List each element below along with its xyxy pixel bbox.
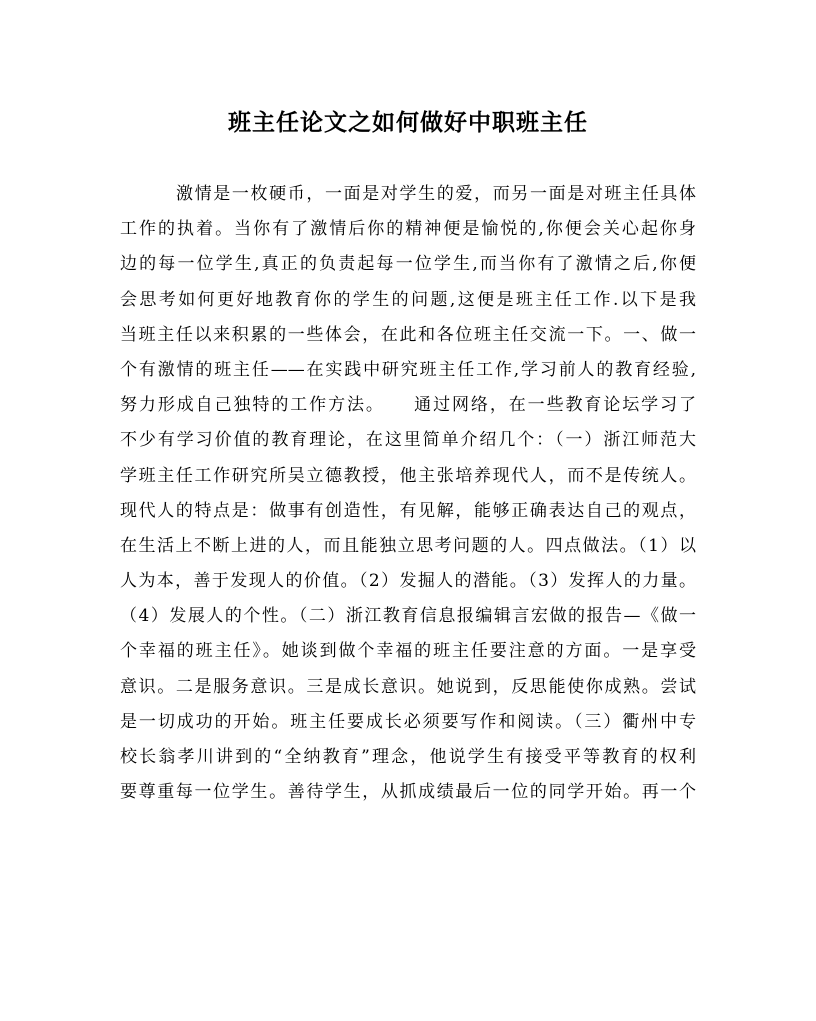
paragraph-line: 校长翁孝川讲到的“全纳教育”理念，他说学生有接受平等教育的权利 (120, 747, 696, 767)
paragraph-line: 会思考如何更好地教育你的学生的问题,这便是班主任工作.以下是我 (120, 289, 696, 310)
paragraph-line: 边的每一位学生,真正的负责起每一位学生,而当你有了激情之后,你便 (120, 254, 696, 275)
paragraph-line: 工作的执着。当你有了激情后你的精神便是愉悦的,你便会关心起你身 (120, 219, 696, 240)
paragraph-line: 是一切成功的开始。班主任要成长必须要写作和阅读。（三）衢州中专 (120, 711, 696, 732)
document-title: 班主任论文之如何做好中职班主任 (228, 109, 588, 136)
paragraph-line: （4）发展人的个性。（二）浙江教育信息报编辑言宏做的报告—《做一 (120, 606, 696, 627)
paragraph-line: 要尊重每一位学生。善待学生，从抓成绩最后一位的同学开始。再一个 (120, 782, 696, 803)
paragraph-line: 当班主任以来积累的一些体会，在此和各位班主任交流一下。一、做一 (120, 324, 696, 345)
paragraph-line: 个幸福的班主任》。她谈到做个幸福的班主任要注意的方面。一是享受 (120, 641, 696, 662)
paragraph-line: 激情是一枚硬币，一面是对学生的爱，而另一面是对班主任具体 (176, 184, 696, 204)
paragraph-line: 个有激情的班主任——在实践中研究班主任工作,学习前人的教育经验, (120, 359, 696, 380)
paragraph-line: 现代人的特点是：做事有创造性，有见解，能够正确表达自己的观点， (120, 500, 696, 521)
paragraph-line: 学班主任工作研究所吴立德教授，他主张培养现代人，而不是传统人。 (120, 465, 696, 486)
paragraph-line: 努力形成自己独特的工作方法。 通过网络，在一些教育论坛学习了 (120, 395, 696, 416)
paragraph-line: 意识。二是服务意识。三是成长意识。她说到，反思能使你成熟。尝试 (120, 676, 696, 697)
paragraph-line: 不少有学习价值的教育理论，在这里简单介绍几个：（一）浙江师范大 (120, 430, 696, 451)
document-body (120, 177, 696, 810)
paragraph-line: 在生活上不断上进的人，而且能独立思考问题的人。四点做法。（1）以 (120, 535, 696, 556)
paragraph-line: 人为本，善于发现人的价值。（2）发掘人的潜能。（3）发挥人的力量。 (120, 571, 696, 592)
